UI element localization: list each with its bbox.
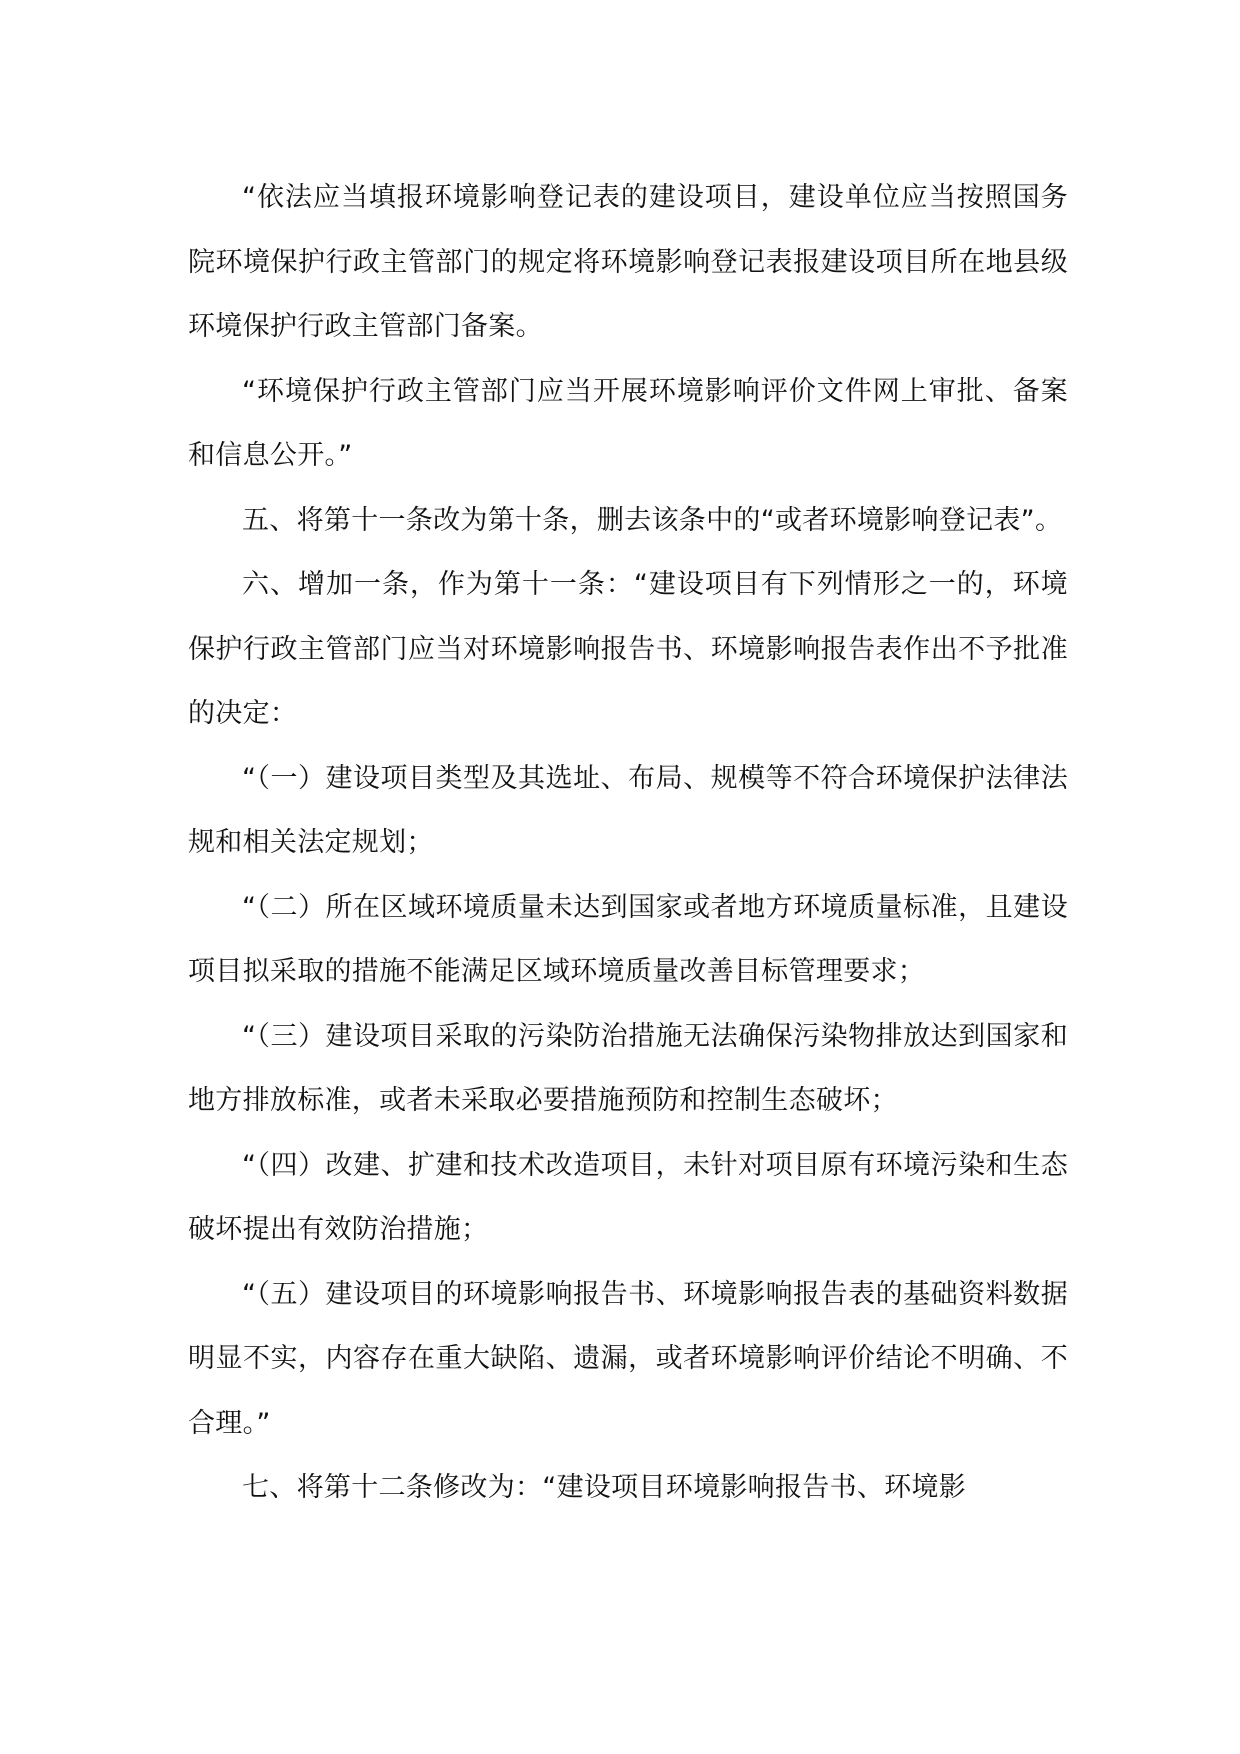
paragraph-condition-2: “（二）所在区域环境质量未达到国家或者地方环境质量标准，且建设项目拟采取的措施不能满足区域环境质量改善目标管理要求； [188,891,1068,987]
paragraph-item-seven: 七、将第十二条修改为：“建设项目环境影响报告书、环境影 [242,1472,967,1503]
paragraph-condition-3: “（三）建设项目采取的污染防治措施无法确保污染物排放达到国家和地方排放标准，或者未采取必要措施预防和控制生态破坏； [188,1020,1068,1116]
document-body [188,166,1068,1521]
paragraph-condition-1: “（一）建设项目类型及其选址、布局、规模等不符合环境保护法律法规和相关法定规划； [188,762,1068,858]
paragraph-condition-5: “（五）建设项目的环境影响报告书、环境影响报告表的基础资料数据明显不实，内容存在重大缺陷、遗漏，或者环境影响评价结论不明确、不合理。” [188,1278,1068,1439]
paragraph-online-approval: “环境保护行政主管部门应当开展环境影响评价文件网上审批、备案和信息公开。” [188,375,1068,471]
paragraph-item-six: 六、增加一条，作为第十一条：“建设项目有下列情形之一的，环境保护行政主管部门应当对环境影响报告书、环境影响报告表作出不予批准的决定： [188,569,1068,729]
paragraph-registration-filing: “依法应当填报环境影响登记表的建设项目，建设单位应当按照国务院环境保护行政主管部门的规定将环境影响登记表报建设项目所在地县级环境保护行政主管部门备案。 [188,182,1068,342]
paragraph-condition-4: “（四）改建、扩建和技术改造项目，未针对项目原有环境污染和生态破坏提出有效防治措施； [188,1149,1068,1245]
paragraph-item-five: 五、将第十一条改为第十条，删去该条中的“或者环境影响登记表”。 [242,504,1063,536]
